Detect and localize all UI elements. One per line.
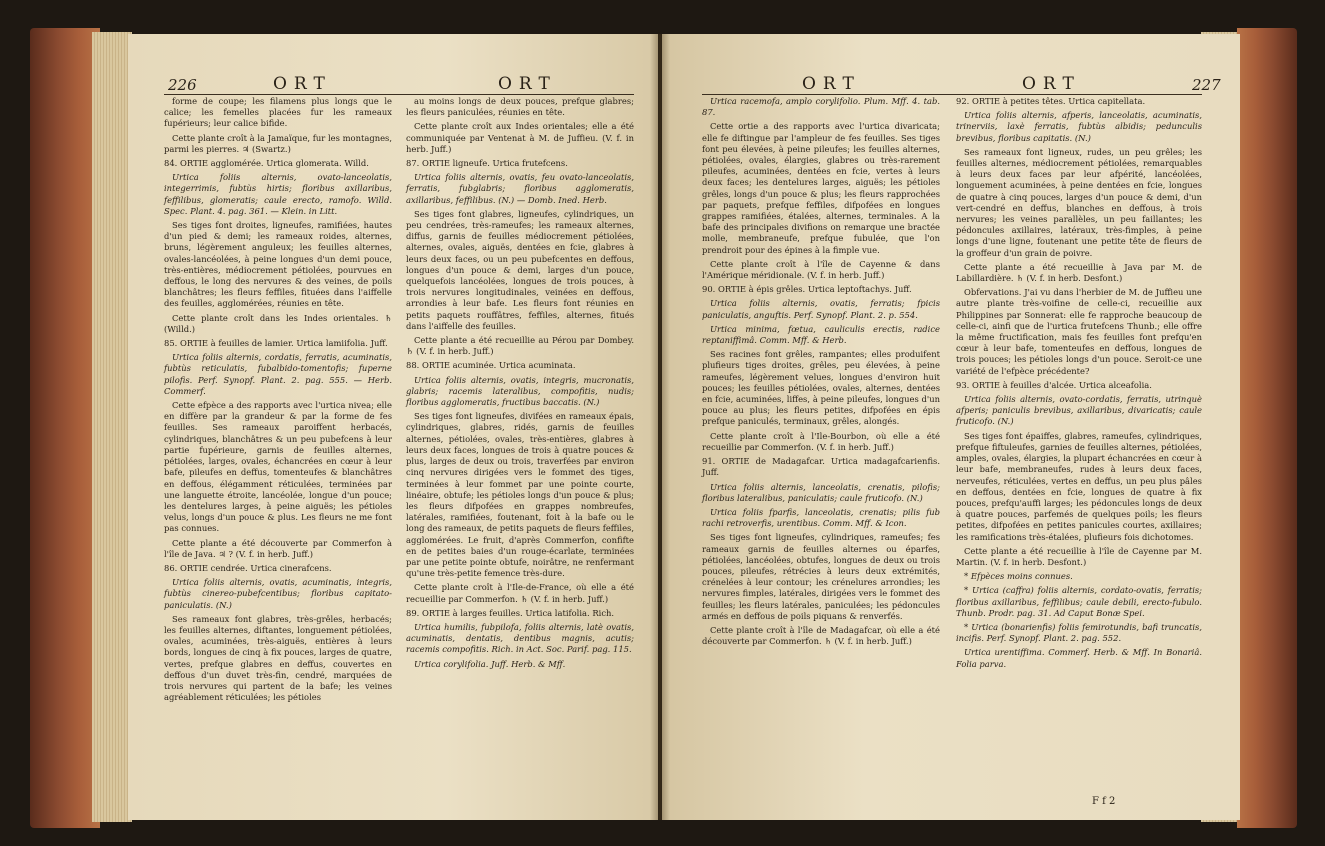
left-column-1 xyxy=(164,96,392,706)
paragraph: Cette plante croît à la Jamaïque, fur les montagnes, parmi les pierres. ♃ (Swartz.) xyxy=(164,132,392,154)
paragraph: * Urtica (caffra) foliis alternis, cordato-ovatis, ferratis; floribus axillaribus, feffilibus; caule debili, erecto-fubulo. Thunb. Prodr. pag. 31. Ad Caput Bonæ Spei. xyxy=(956,585,1202,618)
paragraph: Ses rameaux font ligneux, rudes, un peu grêles; les feuilles alternes, médiocrement pétiolées, remarquables à leurs deux faces par leur afpérité, lancéolées, longuement acuminées, à peine dentées en fcie, longues de quatre à cinq pouces, larges d'un pouce & demi, d'un vert-cendré en deffus, blanches en deffous, à trois nervures; les veines parallèles, un peu faillantes; les pédoncules axillaires, latéraux, très-fimples, à peine longs d'une ligne, foutenant une petite tête de fleurs de la groffeur d'un grain de poivre. xyxy=(956,146,1202,258)
left-column-2 xyxy=(406,96,634,673)
paragraph: 84. ORTIE agglomérée. Urtica glomerata. Willd. xyxy=(164,158,369,169)
left-header-col2: ORT xyxy=(498,74,557,94)
paragraph: Cette plante a été recueillie à Java par M. de Labillardière. ♄ (V. f. in herb. Desfont.) xyxy=(956,261,1202,284)
right-header-col1: ORT xyxy=(802,74,861,94)
paragraph: Cette plante a été recueillie à l'île de Cayenne par M. Martin. (V. f. in herb. Desfont.) xyxy=(956,545,1202,567)
paragraph: Cette plante croît à l'Ile-Bourbon, où elle a été recueillie par Commerfon. (V. f. in herb. Juff.) xyxy=(702,430,940,452)
paragraph: Ses tiges font droites, ligneufes, ramifiées, hautes d'un pied & demi; les rameaux roides, alternes, bruns, légèrement anguleux; les feuilles alternes, ovales-lancéolées, à peine longues d'un demi pouce, très-entières, médiocrement pétiolées, pourvues en deffous, le long des nervures & des veines, de poils blanchâtres; les fleurs feffiles, fituées dans l'aiffelle des feuilles, agglomérées, réunies en tête. xyxy=(164,220,392,309)
paragraph: * Urtica (bonarienfis) foliis femirotundis, bafi truncatis, incifis. Perf. Synopf. Plant. 2. pag. 552. xyxy=(956,621,1202,644)
paragraph: Urtica minima, fœtua, cauliculis erectis, radice reptaniffimâ. Comm. Mff. & Herb. xyxy=(702,323,940,346)
paragraph: Cette ortie a des rapports avec l'urtica divaricata; elle fe diftingue par l'ampleur de fes feuilles. Ses tiges font peu élevées, à peine pileufes; les feuilles alternes, pétiolées, ovales, élargies, glabres ou très-rarement pileufes, acuminées, dentées en fcie, vertes à leurs deux faces; les dentelures larges, aiguës; les pétioles grêles, longs d'un pouce & plus; les fleurs rapprochées par paquets, prefque feffiles, difpofées en longues grappes ramifiées, étalées, alternes, terminales. A la bafe des principales divifions on remarque une bractée molle, membraneufe, prefque fubulée, que l'on prendroit pour des épines à la fimple vue. xyxy=(702,121,940,255)
right-page xyxy=(662,34,1240,820)
paragraph: Urtica foliis alternis, ovato-lanceolatis, integerrimis, fubtùs hirtis; floribus axillaribus, feffilibus, glomeratis; caule erecto, ramofo. Willd. Spec. Plant. 4. pag. 361. — Klein. in Litt. xyxy=(164,172,392,216)
right-cover xyxy=(1237,28,1297,828)
paragraph: Urtica foliis alternis, cordatis, ferratis, acuminatis, fubtùs reticulatis, fubalbido-tomentofis; fuperne pilofis. Perf. Synopf. Plant. 2. pag. 555. — Herb. Commerf. xyxy=(164,352,392,396)
paragraph: au moins longs de deux pouces, prefque glabres; les fleurs paniculées, réunies en tête. xyxy=(406,96,634,118)
paragraph: 86. ORTIE cendrée. Urtica cinerafcens. xyxy=(164,562,332,573)
paragraph: Cette plante croît à l'île de Cayenne & dans l'Amérique méridionale. (V. f. in herb. Juff.) xyxy=(702,258,940,281)
left-cover xyxy=(30,28,100,828)
signature-mark: F f 2 xyxy=(1092,796,1116,807)
paragraph: Urtica foliis alternis, ovatis, feu ovato-lanceolatis, ferratis, fubglabris; floribus agglomeratis, axillaribus, feffilibus. (N.) — Domb. Ined. Herb. xyxy=(406,172,634,205)
left-header-rule xyxy=(164,94,634,95)
right-column-1 xyxy=(702,96,940,650)
paragraph: Urtica foliis alternis, ovatis, ferratis; fpicis paniculatis, anguftis. Perf. Synopf. Plant. 2. p. 554. xyxy=(702,298,940,320)
left-page-edges xyxy=(92,32,132,822)
paragraph: * Efpèces moins connues. xyxy=(964,571,1073,582)
paragraph: Ses tiges font épaiffes, glabres, rameufes, cylindriques, prefque fiftuleufes, garnies de feuilles alternes, pétiolées, amples, ovales, élargies, la plupart échancrées en cœur à leur bafe, membraneufes, rudes à leurs deux faces, nerveufes, réticulées, vertes en deffus, un peu plus pâles en deffous, dentées en fcie, longues de quatre à fix pouces, prefqu'auffi larges; les pédoncules longs de deux à quatre pouces, parfemés de quelques poils; les fleurs petites, difpofées en petites panicules courtes, axillaires; les ramifications très-étalées, plufieurs fois dichotomes. xyxy=(956,430,1202,542)
paragraph: Ses tiges font glabres, ligneufes, cylindriques, un peu cendrées, très-rameufes; les rameaux alternes, diffus, garnis de feuilles médiocrement pétiolées, alternes, ovales, aiguës, dentées en fcie, glabres à leurs deux faces, ou un peu pubefcentes en deffous, longues d'un pouce & demi, larges d'un pouce, quelquefois lancéolées, longues de trois pouces, à trois nervures longitudinales, veinées en deffous, arrondies à leur bafe. Les fleurs font réunies en petits paquets rouffâtres, feffiles, alternes, fitués dans l'aiffelle des feuilles. xyxy=(406,208,634,331)
paragraph: 92. ORTIE à petites têtes. Urtica capitellata. xyxy=(956,96,1146,106)
paragraph: Cette plante a été recueillie au Pérou par Dombey. ♄ (V. f. in herb. Juff.) xyxy=(406,335,634,357)
paragraph: Urtica corylifolia. Juff. Herb. & Mff. xyxy=(414,658,566,669)
paragraph: 88. ORTIE acuminée. Urtica acuminata. xyxy=(406,360,576,371)
right-page-number: 227 xyxy=(1192,76,1221,94)
paragraph: 85. ORTIE à feuilles de lamier. Urtica lamiifolia. Juff. xyxy=(164,338,388,349)
left-page-number: 226 xyxy=(168,76,197,94)
right-header-col2: ORT xyxy=(1022,74,1081,94)
book-gutter xyxy=(650,34,670,820)
paragraph: 89. ORTIE à larges feuilles. Urtica latifolia. Rich. xyxy=(406,607,615,618)
paragraph: 93. ORTIE à feuilles d'alcée. Urtica alceafolia. xyxy=(956,379,1152,390)
paragraph: Urtica foliis alternis, ovatis, acuminatis, integris, fubtùs cinereo-pubefcentibus; floribus capitato-paniculatis. (N.) xyxy=(164,577,392,610)
paragraph: Urtica foliis alternis, lanceolatis, crenatis, pilofis; floribus lateralibus, paniculatis; caule fruticofo. (N.) xyxy=(702,481,940,503)
paragraph: Cette plante croît à l'île de Madagafcar, où elle a été découverte par Commerfon. ♄ (V. f. in herb. Juff.) xyxy=(702,624,940,647)
paragraph: Ses tiges font ligneufes, cylindriques, rameufes; fes rameaux garnis de feuilles alternes ou éparfes, pétiolées, lancéolées, obtufes, longues de deux ou trois pouces, pileufes, rétrécies à leurs deux extrémités, crénelées à leur contour; les crénelures arrondies; les nervures fimples, latérales, dirigées vers le fommet des feuilles; les fleurs latérales, paniculées; les pédoncules armés en deffous de poils piquans & renverfés. xyxy=(702,532,940,621)
paragraph: forme de coupe; les filamens plus longs que le calice; les femelles placées fur les rameaux fupérieurs; leur calice bifide. xyxy=(164,96,392,129)
paragraph: Cette plante croît à l'Ile-de-France, où elle a été recueillie par Commerfon. ♄ (V. f. in herb. Juff.) xyxy=(406,582,634,604)
paragraph: 91. ORTIE de Madagafcar. Urtica madagafcarienfis. Juff. xyxy=(702,456,940,478)
paragraph: Ses tiges font ligneufes, divifées en rameaux épais, cylindriques, glabres, ridés, garnis de feuilles alternes, pétiolées, ovales, très-entières, glabres à leurs deux faces, longues de trois à quatre pouces & plus, larges de deux ou trois, traverfées par environ cinq nervures dirigées vers le fommet des tiges, terminées à leur fommet par une pointe courte, linéaire, obtufe; les pétioles longs d'un pouce & plus; les fleurs difpofées en grappes nombreufes, latérales, ramifiées, foutenant, foit à la bafe ou le long des rameaux, de petits paquets de fleurs feffiles, agglomérées. Le fruit, d'après Commerfon, confifte en de petites baies d'un rouge-écarlate, terminées par une petite pointe obtufe, noirâtre, ne renfermant qu'une très-petite femence très-dure. xyxy=(406,411,634,579)
paragraph: Cette plante croît dans les Indes orientales. ♄ (Willd.) xyxy=(164,312,392,334)
paragraph: Urtica foliis alternis, afperis, lanceolatis, acuminatis, trinerviis, laxè ferratis, fubtùs albidis; pedunculis brevibus, floribus capitatis. (N.) xyxy=(956,110,1202,143)
paragraph: Cette plante croît aux Indes orientales; elle a été communiquée par Ventenat à M. de Juffieu. (V. f. in herb. Juff.) xyxy=(406,121,634,154)
paragraph: Urtica foliis alternis, ovato-cordatis, ferratis, utrinquè afperis; paniculis brevibus, axillaribus, divaricatis; caule fruticofo. (N.) xyxy=(956,394,1202,427)
paragraph: Cette efpèce a des rapports avec l'urtica nivea; elle en diffère par la grandeur & par la forme de fes feuilles. Ses rameaux paroiffent herbacés, cylindriques, blanchâtres & un peu pubefcens à leur partie fupérieure, garnis de feuilles alternes, pétiolées, larges, ovales, échancrées en cœur à leur bafe, pileufes en deffus, tomenteufes & blanchâtres en deffous, élégamment réticulées, terminées par une languette étroite, lancéolée, longue d'un pouce; les dentelures larges, à peine aiguës; les pétioles velus, longs d'un pouce & plus. Les fleurs ne me font pas connues. xyxy=(164,400,392,534)
paragraph: Urtica urentiffima. Commerf. Herb. & Mff. In Bonariâ. Folia parva. xyxy=(956,647,1202,669)
left-header-col1: ORT xyxy=(273,74,332,94)
paragraph: Urtica foliis alternis, ovatis, integris, mucronatis, glabris; racemis lateralibus, compofitis, nudis; floribus agglomeratis, fructibus baccatis. (N.) xyxy=(406,374,634,408)
paragraph: Cette plante a été découverte par Commerfon à l'île de Java. ♃ ? (V. f. in herb. Juff.) xyxy=(164,537,392,559)
paragraph: Ses rameaux font glabres, très-grêles, herbacés; les feuilles alternes, diftantes, longuement pétiolées, ovales, acuminées, très-aiguës, entières à leurs bords, longues de cinq à fix pouces, larges de quatre, vertes, prefque glabres en deffus, couvertes en deffous d'un duvet très-fin, cendré, marquées de trois nervures qui partent de la bafe; les veines agréablement réticulées; les pétioles xyxy=(164,613,392,703)
left-page xyxy=(128,34,658,820)
paragraph: 90. ORTIE à épis grêles. Urtica leptoftachys. Juff. xyxy=(702,284,912,295)
paragraph: Urtica racemofa, amplo corylifolio. Plum. Mff. 4. tab. 87. xyxy=(702,96,940,118)
paragraph: Urtica foliis fparfis, lanceolatis, crenatis; pilis fub rachi retroverfis, urentibus. Comm. Mff. & Icon. xyxy=(702,506,940,529)
paragraph: Obfervations. J'ai vu dans l'herbier de M. de Juffieu une autre plante très-voifine de celle-ci, recueillie aux Philippines par Sonnerat: elle fe rapproche beaucoup de celle-ci, ainfi que de l'urtica frutefcens Thunb.; elle offre la même fructification, mais fes feuilles font prefqu'en cœur à leur bafe, tomenteufes en deffous, longues de trois pouces; les pétioles longs d'un pouce. Seroit-ce une variété de l'efpèce précédente? xyxy=(956,287,1202,376)
right-column-2 xyxy=(956,96,1202,673)
paragraph: Ses racines font grêles, rampantes; elles produifent plufieurs tiges droites, grêles, peu élevées, à peine rameufes, légèrement velues, longues d'environ huit pouces; les feuilles pétiolées, ovales, alternes, dentées en fcie, acuminées, liffes, à peine pileufes, longues d'un pouce au plus; les fleurs petites, difpofées en épis prefque paniculés, terminaux, grêles, alongés. xyxy=(702,349,940,427)
right-header-rule xyxy=(702,94,1202,95)
paragraph: 87. ORTIE ligneufe. Urtica frutefcens. xyxy=(406,158,568,169)
paragraph: Urtica humilis, fubpilofa, foliis alternis, latè ovatis, acuminatis, dentatis, dentibus magnis, acutis; racemis compofitis. Rich. in Act. Soc. Parif. pag. 115. xyxy=(406,621,634,655)
